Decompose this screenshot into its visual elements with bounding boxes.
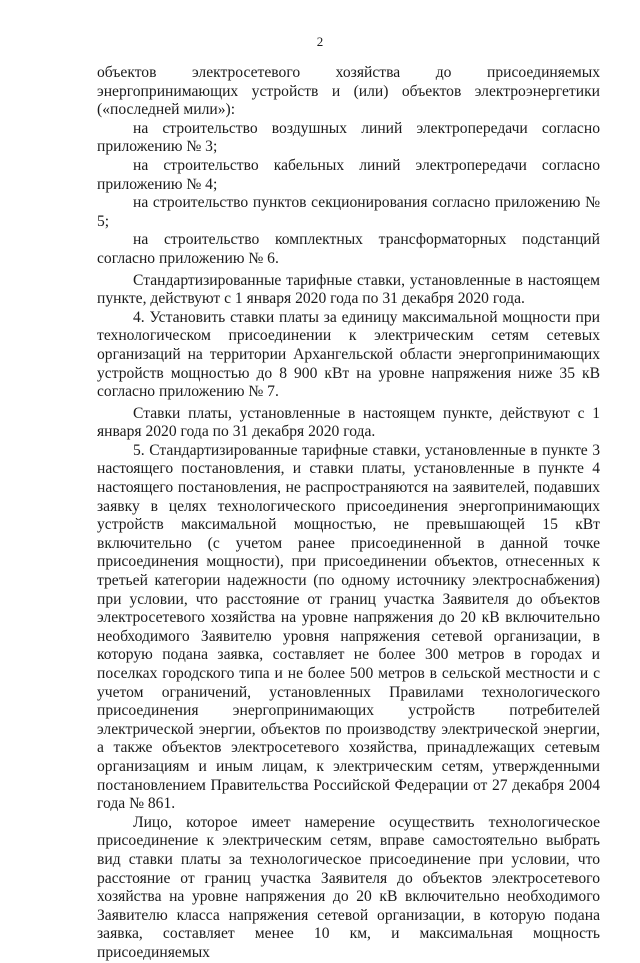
page-number: 2 <box>316 34 324 49</box>
paragraph-continuation: объектов электросетевого хозяйства до присоединяемых энергопринимающих устройств и (или) объектов электроэнергетики («последней мили»): <box>97 64 600 119</box>
paragraph-item-cable-lines: на строительство кабельных линий электропередачи согласно приложению № 4; <box>97 156 600 193</box>
paragraph-validity-fees: Ставки платы, установленные в настоящем пункте, действуют с 1 января 2020 года по 31 декабря 2020 года. <box>97 404 600 441</box>
paragraph-clause-4: 4. Установить ставки платы за единицу максимальной мощности при технологическом присоединении к электрическим сетям сетевых организаций на территории Архангельской области энергопринимающих устройств мощностью до 8 900 кВт на уровне напряжения ниже 35 кВ согласно приложению № 7. <box>97 308 600 401</box>
paragraph-validity-rates: Стандартизированные тарифные ставки, установленные в настоящем пункте, действуют с 1 января 2020 года по 31 декабря 2020 года. <box>97 271 600 308</box>
paragraph-clause-5: 5. Стандартизированные тарифные ставки, установленные в пункте 3 настоящего постановления, и ставки платы, установленные в пункте 4 настоящего постановления, не распространяются на заявителей, подавших заявку в целях технологического присоединения энергопринимающих устройств максимальной мощностью, не превышающей 15 кВт включительно (с учетом ранее присоединенной в данной точке присоединения мощности), при присоединении объектов, отнесенных к третьей категории надежности (по одному источнику электроснабжения) при условии, что расстояние от границ участка Заявителя до объектов электросетевого хозяйства на уровне напряжения до 20 кВ включительно необходимого Заявителю уровня напряжения сетевой организации, в которую подана заявка, составляет не более 300 метров в городах и поселках городского типа и не более 500 метров в сельской местности и с учетом ограничений, установленных Правилами технологического присоединения энергопринимающих устройств потребителей электрической энергии, объектов по производству электрической энергии, а также объектов электросетевого хозяйства, принадлежащих сетевым организациям и иным лицам, к электрическим сетям, утвержденными постановлением Правительства Российской Федерации от 27 декабря 2004 года № 861. <box>97 441 600 813</box>
paragraph-applicant-choice: Лицо, которое имеет намерение осуществить технологическое присоединение к электрическим сетям, вправе самостоятельно выбрать вид ставки платы за технологическое присоединение при условии, что расстояние от границ участка Заявителя до объектов электросетевого хозяйства на уровне напряжения до 20 кВ включительно необходимого Заявителю класса напряжения сетевой организации, в которую подана заявка, составляет менее 10 км, и максимальная мощность присоединяемых <box>97 813 600 961</box>
paragraph-item-transformer-substations: на строительство комплектных трансформаторных подстанций согласно приложению № 6. <box>97 231 600 267</box>
document-body <box>97 64 600 963</box>
paragraph-item-overhead-lines: на строительство воздушных линий электропередачи согласно приложению № 3; <box>97 119 600 156</box>
paragraph-item-sectioning-points: на строительство пунктов секционирования согласно приложению № 5; <box>97 194 600 230</box>
